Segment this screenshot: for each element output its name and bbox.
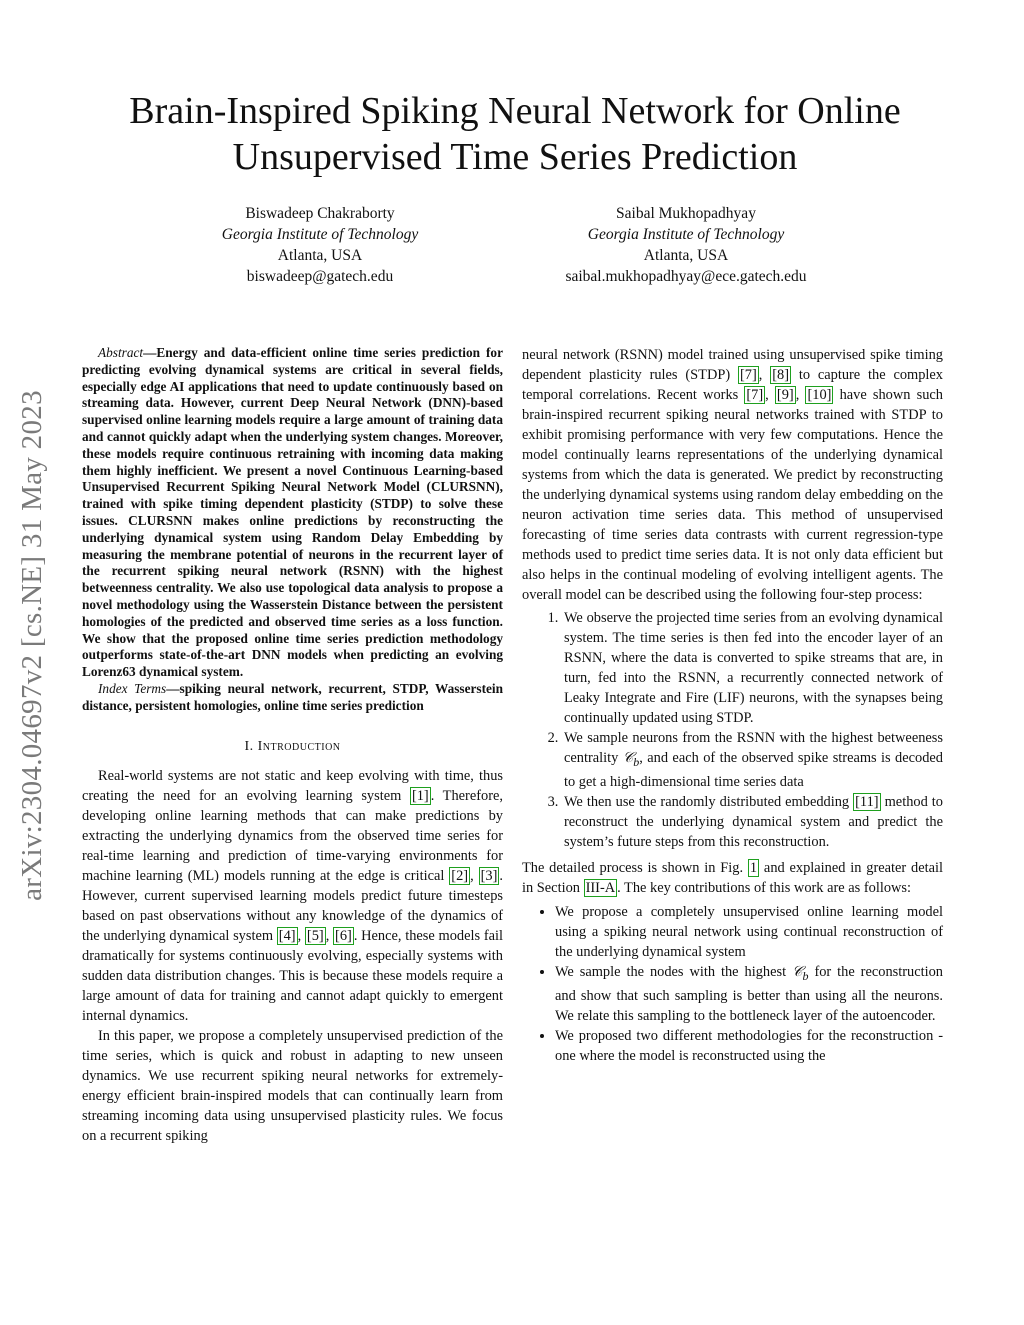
text-run: ,: [758, 367, 771, 383]
title-line-2: Unsupervised Time Series Prediction: [232, 136, 798, 178]
citation-link[interactable]: [8]: [772, 367, 789, 383]
citation-link[interactable]: [11]: [855, 793, 879, 810]
detail-paragraph: [522, 858, 943, 898]
author-block-2: [506, 203, 866, 287]
citation-link[interactable]: [6]: [335, 927, 352, 944]
right-paragraph-1: [522, 345, 943, 605]
text-run: . However, current supervised learning models predict future timesteps based on past observations without any knowledge of the dynamics of the underlying dynamical system: [82, 867, 503, 944]
section-heading: I. Introduction: [244, 738, 341, 754]
citation-link[interactable]: [5]: [306, 927, 324, 944]
paper-title: [60, 88, 970, 180]
contribution-item: [555, 1026, 943, 1066]
author-location: Atlanta, USA: [277, 247, 363, 264]
index-terms-text: —spiking neural network, recurrent, STDP, Wasserstein distance, persistent homologies, online time series prediction: [82, 680, 503, 713]
text-run: neural network (RSNN) model trained using unsupervised spike timing dependent plasticity rules (STDP): [522, 347, 943, 383]
citation-link[interactable]: [1]: [411, 787, 429, 804]
citation-link[interactable]: [3]: [480, 867, 498, 884]
text-run: ,: [325, 927, 334, 944]
section-link[interactable]: III-A: [585, 879, 616, 896]
left-column: [82, 345, 503, 1146]
math-subscript: b: [633, 754, 640, 769]
text-run: ,: [470, 867, 479, 884]
step-text: We observe the projected time series from an evolving dynamical system. The time series is then fed into the encoder layer of an RSNN, where the data is converted to spike streams that are, in turn, fed into the RSNN, a recurrently connected network of Leaky Integrate and Fire (LIF) neurons, with the synapses being continually updated using STDP.: [564, 610, 943, 726]
author-name: Saibal Mukhopadhyay: [616, 205, 756, 222]
author-location: Atlanta, USA: [643, 247, 729, 264]
step-text: We then use the randomly distributed embedding: [564, 793, 854, 810]
citation-link[interactable]: [7]: [739, 367, 757, 383]
text-run: The detailed process is shown in Fig.: [522, 859, 748, 876]
text-run: and explained in greater detail in Section: [522, 859, 943, 896]
citation-link[interactable]: [2]: [451, 867, 469, 884]
contribution-text: We proposed two different methodologies for the reconstruction - one where the model is reconstructed using the: [555, 1027, 943, 1064]
text-run: . Hence, these models fail dramatically for systems continuously evolving, especially systems with sudden data distribution changes. This is because these models require a large amount of data for training and cannot adapt quickly to emergent internal dynamics.: [82, 927, 504, 1024]
text-run: . The key contributions of this work are as follows:: [617, 879, 912, 896]
citation-link[interactable]: [4]: [278, 927, 296, 944]
process-steps: [522, 608, 943, 852]
abstract-label: Abstract: [98, 345, 144, 360]
author-name: Biswadeep Chakraborty: [245, 205, 395, 222]
author-affiliation: Georgia Institute of Technology: [221, 226, 419, 243]
intro-paragraph-1: [82, 766, 503, 1026]
arxiv-stamp-text: arXiv:2304.04697v2 [cs.NE] 31 May 2023: [15, 389, 48, 901]
step-text: We sample neurons from the RSNN with the highest betweeness centrality: [564, 730, 943, 766]
step-item: [562, 608, 943, 728]
citation-link[interactable]: [7]: [746, 387, 764, 403]
contribution-item: [555, 902, 943, 962]
text-run: ,: [795, 387, 806, 403]
math-symbol: 𝒞: [792, 963, 803, 980]
step-item: [562, 728, 943, 792]
index-terms: [82, 681, 503, 715]
step-text: method to reconstruct the underlying dynamical system and predict the system’s future steps from this reconstruction.: [564, 793, 943, 850]
contributions-list: [522, 902, 943, 1066]
title-line-1: Brain-Inspired Spiking Neural Network for Online: [129, 90, 901, 132]
text-run: Real-world systems are not static and keep evolving with time, thus creating the need for an evolving learning system: [82, 767, 503, 804]
math-subscript: b: [802, 968, 809, 983]
abstract: [82, 345, 503, 681]
citation-link[interactable]: [10]: [807, 387, 832, 403]
contribution-text: We propose a completely unsupervised online learning model using a spiking neural network using continual reconstruction of the underlying dynamical system: [555, 903, 943, 960]
author-affiliation: Georgia Institute of Technology: [587, 226, 785, 243]
abstract-text: —Energy and data-efficient online time series prediction for predicting evolving dynamical systems are critical in several fields, especially edge AI applications that need to update continuously based on streaming data. However, current Deep Neural Network (DNN)-based supervised online learning models require a large amount of training data and cannot quickly adapt when the underlying system changes. Moreover, these models require continuous retraining with incoming data making them highly inefficient. We present a novel Continuous Learning-based Unsupervised Recurrent Spiking Neural Network Model (CLURSNN), trained with spike timing dependent plasticity (STDP) to solve these issues. CLURSNN makes online predictions by reconstructing the underlying dynamical system using Random Delay Embedding by measuring the membrane potential of neurons in the recurrent layer of the recurrent spiking neural network (RSNN) with the highest betweenness centrality. We also use topological data analysis to propose a novel methodology using the Wasserstein Distance between the persistent homologies of the predicted and observed time series as a loss function. We show that the proposed online time series prediction methodology outperforms state-of-the-art DNN models when predicting an evolving Lorenz63 dynamical system.: [82, 345, 503, 680]
author-email: saibal.mukhopadhyay@ece.gatech.edu: [565, 268, 807, 285]
author-email: biswadeep@gatech.edu: [246, 268, 394, 285]
arxiv-stamp: [2, 345, 62, 945]
text-run: ,: [765, 387, 775, 403]
author-block-1: [140, 203, 500, 287]
intro-paragraph-2: In this paper, we propose a completely unsupervised prediction of the time series, which is quick and robust in adapting to new unseen dynamics. We use recurrent spiking neural networks for extremely-energy efficient brain-inspired models that can continually learn from streaming incoming data using unsupervised plasticity rules. We focus on a recurrent spiking: [82, 1027, 503, 1144]
text-run: to capture the complex temporal correlations. Recent works: [522, 367, 943, 403]
text-run: ,: [297, 927, 305, 944]
figure-link[interactable]: 1: [749, 859, 758, 876]
text-run: . Therefore, developing online learning methods that can make predictions by extracting the underlying dynamics from the observed time series for real-time learning and prediction of time-varying environments for machine learning (ML) models running at the edge is critical: [82, 787, 503, 884]
right-column: [522, 345, 943, 1066]
step-text: , and each of the observed spike streams is decoded to get a high-dimensional time series data: [564, 750, 943, 790]
step-item: [562, 792, 943, 852]
index-terms-label: Index Terms: [98, 680, 167, 696]
citation-link[interactable]: [9]: [776, 387, 794, 403]
text-run: have shown such brain-inspired recurrent spiking neural networks trained with STDP to exhibit promising performance with very few computations. Hence the model continually learns representations of the underlying dynamical systems from which the data is generated. We predict by reconstructing the underlying dynamical systems using random delay embedding on the neuron activation time series data. This method of unsupervised forecasting of time series data contrasts with current regression-type methods used to predict time series data. It is not only data efficient but also helps in the continual modeling of evolving intelligent agents. The overall model can be described using the following four-step process:: [522, 387, 943, 603]
contribution-text: We sample the nodes with the highest: [555, 963, 793, 980]
math-symbol: 𝒞: [622, 750, 634, 766]
contribution-text: for the reconstruction and show that such sampling is better than using all the neurons. We relate this sampling to the bottleneck layer of the autoencoder.: [555, 963, 943, 1024]
contribution-item: [555, 962, 943, 1026]
